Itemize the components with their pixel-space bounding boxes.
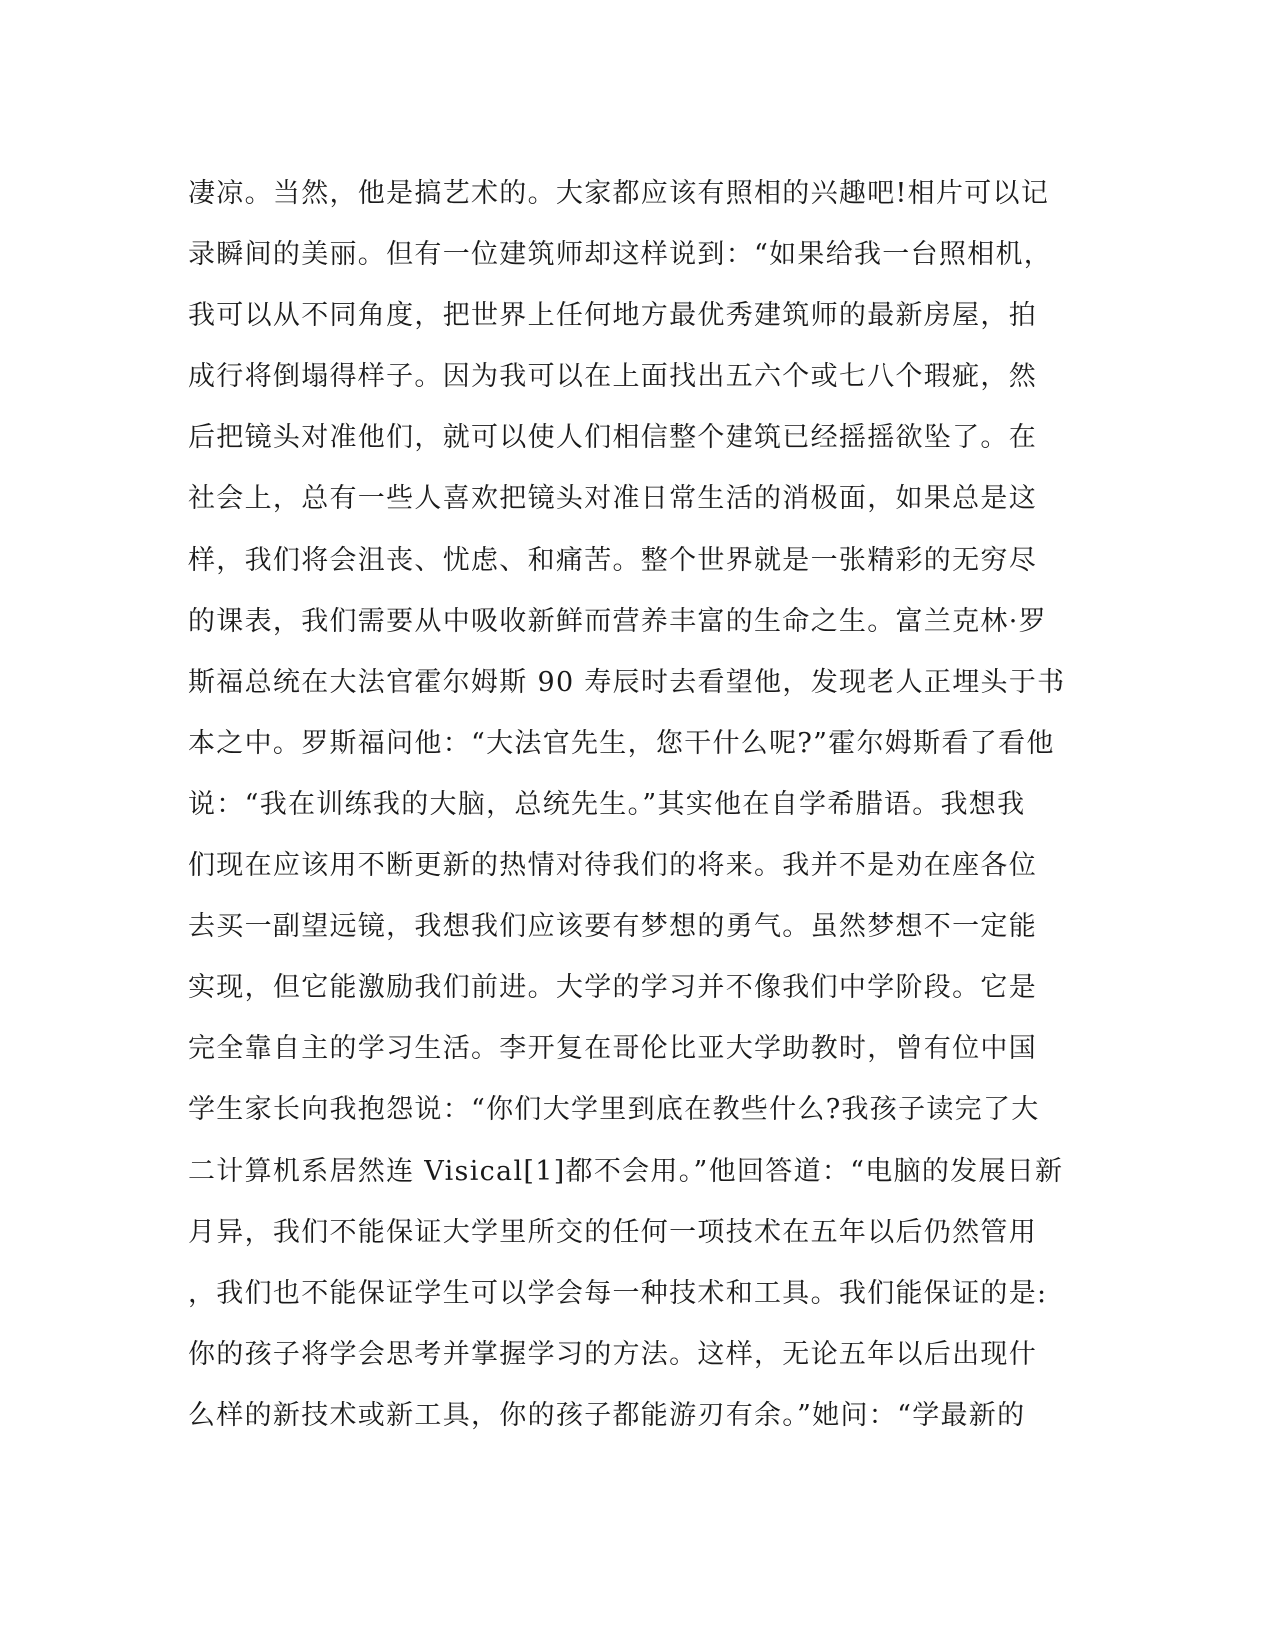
text-line: 你的孩子将学会思考并掌握学习的方法。这样，无论五年以后出现什 (188, 1338, 1037, 1370)
text-line: 我可以从不同角度，把世界上任何地方最优秀建筑师的最新房屋，拍 (188, 300, 1037, 332)
text-line: 实现，但它能激励我们前进。大学的学习并不像我们中学阶段。它是 (188, 972, 1037, 1004)
text-line: 成行将倒塌得样子。因为我可以在上面找出五六个或七八个瑕疵，然 (188, 361, 1037, 393)
text-line: 们现在应该用不断更新的热情对待我们的将来。我并不是劝在座各位 (188, 850, 1037, 882)
text-line: 的课表，我们需要从中吸收新鲜而营养丰富的生命之生。富兰克林·罗 (188, 605, 1047, 637)
text-line: 学生家长向我抱怨说：“你们大学里到底在教些什么?我孩子读完了大 (188, 1094, 1040, 1126)
text-line: 本之中。罗斯福问他：“大法官先生，您干什么呢?”霍尔姆斯看了看他 (188, 727, 1055, 759)
text-line: 凄凉。当然，他是搞艺术的。大家都应该有照相的兴趣吧!相片可以记 (188, 178, 1050, 209)
text-line: 社会上，总有一些人喜欢把镜头对准日常生活的消极面，如果总是这 (188, 483, 1037, 515)
text-line: 月异，我们不能保证大学里所交的任何一项技术在五年以后仍然管用 (188, 1216, 1037, 1248)
text-line: 去买一副望远镜，我想我们应该要有梦想的勇气。虽然梦想不一定能 (188, 911, 1037, 943)
text-line: 二计算机系居然连 Visical[1]都不会用。”他回答道：“电脑的发展日新 (188, 1155, 1064, 1187)
text-line: 么样的新技术或新工具，你的孩子都能游刃有余。”她问：“学最新的 (188, 1399, 1026, 1431)
text-line: 录瞬间的美丽。但有一位建筑师却这样说到：“如果给我一台照相机， (188, 239, 1053, 271)
body-text (188, 163, 1068, 1446)
text-line: ，我们也不能保证学生可以学会每一种技术和工具。我们能保证的是: (188, 1277, 1048, 1309)
text-line: 说：“我在训练我的大脑，总统先生。”其实他在自学希腊语。我想我 (188, 788, 1026, 820)
text-line: 完全靠自主的学习生活。李开复在哥伦比亚大学助教时，曾有位中国 (188, 1033, 1037, 1065)
text-line: 斯福总统在大法官霍尔姆斯 90 寿辰时去看望他，发现老人正埋头于书 (188, 666, 1066, 698)
text-line: 后把镜头对准他们，就可以使人们相信整个建筑已经摇摇欲坠了。在 (188, 422, 1037, 454)
text-line: 样，我们将会沮丧、忧虑、和痛苦。整个世界就是一张精彩的无穷尽 (188, 544, 1037, 576)
